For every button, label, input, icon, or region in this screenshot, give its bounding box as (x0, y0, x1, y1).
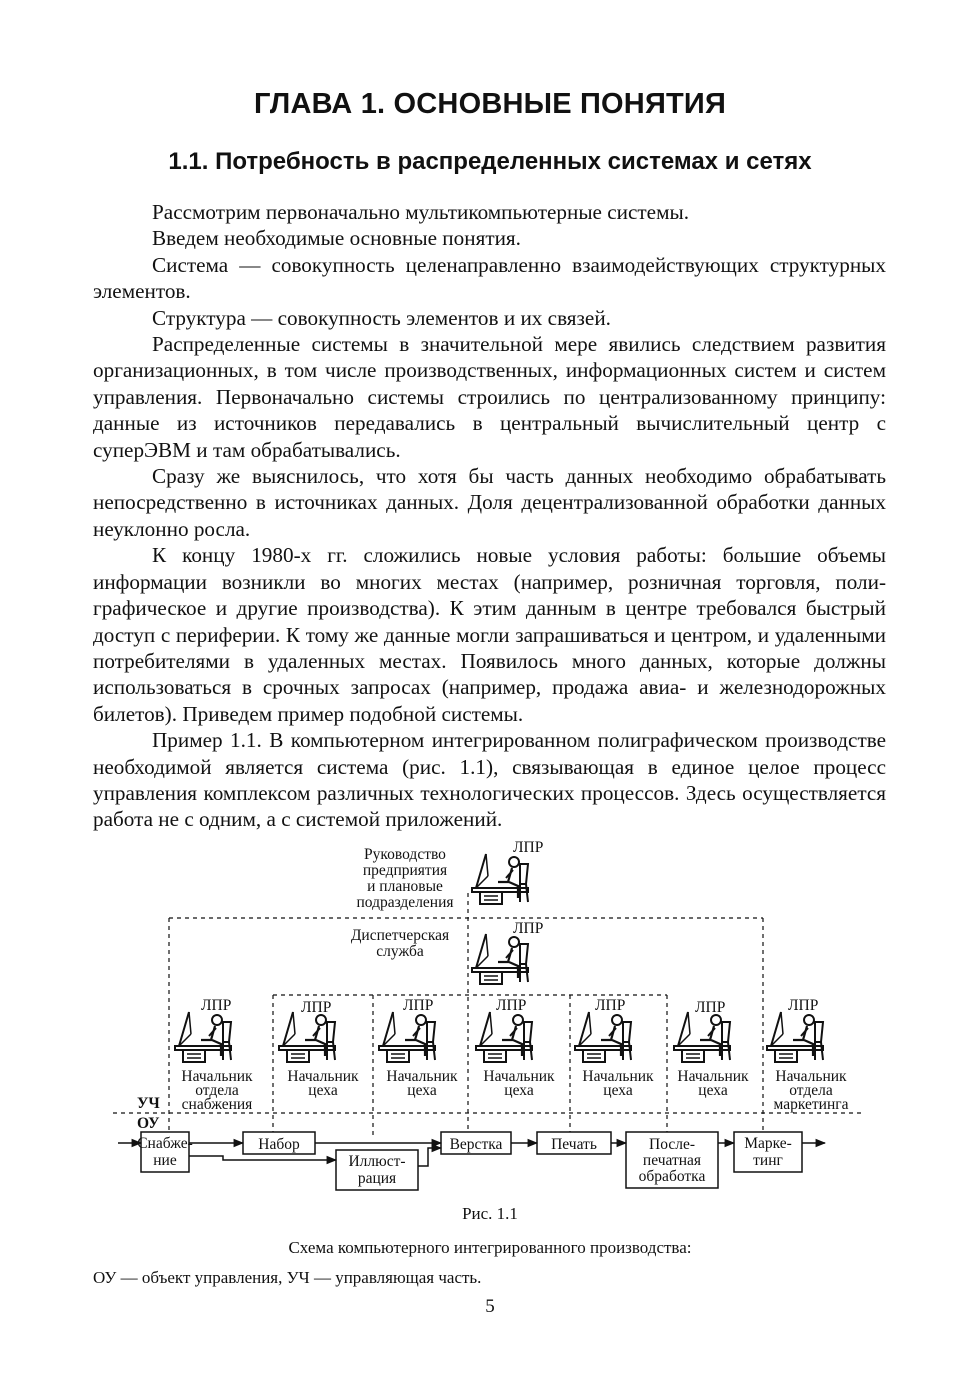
lpr-person-icon (472, 854, 528, 904)
lpr-person-icon (472, 934, 528, 984)
section-title: 1.1. Потребность в распределенных системах и сетях (168, 148, 812, 175)
lpr-label: ЛПР (513, 839, 544, 856)
page-number: 5 (485, 1296, 495, 1317)
manager-label: отдела (789, 1082, 833, 1099)
manager-label: снабжения (181, 1096, 253, 1113)
lpr-label: ЛПР (496, 997, 527, 1014)
manager-label: цеха (504, 1082, 534, 1099)
manager-label: Начальник (582, 1068, 654, 1085)
dispatch-label-line: служба (376, 943, 424, 960)
lpr-label: ЛПР (513, 920, 544, 937)
process-marketing: тинг (753, 1152, 783, 1169)
paragraph: Распределенные системы в значительной мере явились следствием развития организационных, в том числе производственных, информационных систем и систем управления. Первоначально системы строились по централизованному принципу: данные из источников передавались в центральный вычислительный центр с суперЭВМ и там обрабатывались. (93, 332, 886, 462)
process-supply: ние (153, 1152, 177, 1169)
lpr-person-icon (175, 1012, 231, 1062)
manager-label: Начальник (287, 1068, 359, 1085)
dispatch-service (351, 920, 543, 984)
lpr-label: ЛПР (595, 997, 626, 1014)
figure-label: Рис. 1.1 (462, 1204, 518, 1223)
lpr-person-icon (379, 1012, 435, 1062)
lpr-person-icon (674, 1012, 730, 1062)
manager-label: отдела (195, 1082, 239, 1099)
lpr-label: ЛПР (403, 997, 434, 1014)
lpr-person-icon (767, 1012, 823, 1062)
managers-row (175, 997, 849, 1113)
process-typeset: Набор (258, 1136, 300, 1153)
lpr-person-icon (279, 1012, 335, 1062)
manager-label: цеха (407, 1082, 437, 1099)
process-marketing: Марке- (744, 1135, 792, 1152)
manager-label: цеха (698, 1082, 728, 1099)
manager-label: Начальник (775, 1068, 847, 1085)
process-printing: Печать (551, 1136, 597, 1153)
lpr-label: ЛПР (301, 999, 332, 1016)
paragraph: Система — совокупность целенаправленно взаимодействующих структурных элементов. (93, 252, 886, 304)
paragraph: Структура — совокупность элементов и их связей. (152, 305, 611, 330)
manager-label: цеха (308, 1082, 338, 1099)
lpr-label: ЛПР (788, 997, 819, 1014)
figure-1-1 (113, 838, 863, 1193)
manager-label: цеха (603, 1082, 633, 1099)
lpr-person-icon (476, 1012, 532, 1062)
process-post-print: печатная (642, 1152, 702, 1169)
paragraph: Рассмотрим первоначально мультикомпьютерные системы. (152, 200, 690, 224)
lpr-person-icon (575, 1012, 631, 1062)
uch-label: УЧ (137, 1095, 160, 1112)
top-label-line: подразделения (356, 894, 454, 911)
paragraph: Пример 1.1. В компьютерном интегрированном полиграфическом производстве необходимой является система (рис. 1.1), связывающая в единое целое процесс управления комплексом различных технологических процессов. Здесь осуществляется работа не с одним, а с системой приложений. (93, 728, 886, 832)
integrated-production-diagram (113, 838, 863, 1193)
process-illustration: Иллюст- (348, 1153, 406, 1170)
ou-label: ОУ (137, 1115, 160, 1132)
figure-legend: ОУ — объект управления, УЧ — управляющая часть. (93, 1268, 482, 1287)
process-layout: Верстка (449, 1136, 503, 1153)
chapter-title: ГЛАВА 1. ОСНОВНЫЕ ПОНЯТИЯ (253, 88, 727, 120)
process-illustration: рация (357, 1170, 397, 1187)
lpr-label: ЛПР (695, 999, 726, 1016)
manager-label: Начальник (483, 1068, 555, 1085)
paragraph: Сразу же выяснилось, что хотя бы часть данных необходимо обрабатывать непосредственно в источниках данных. Доля децентрализованной обработки данных неуклонно росла. (93, 464, 886, 541)
paragraph: Введем необходимые основные понятия. (152, 226, 521, 251)
manager-label: Начальник (386, 1068, 458, 1085)
manager-label: Начальник (677, 1068, 749, 1085)
manager-label: Начальник (181, 1068, 253, 1085)
process-supply: Снабже- (137, 1135, 193, 1152)
lpr-label: ЛПР (201, 997, 232, 1014)
top-label-line: Руководство (364, 846, 446, 863)
process-post-print: обработка (638, 1168, 706, 1185)
body-text (93, 199, 886, 833)
top-management (356, 839, 543, 911)
figure-caption: Схема компьютерного интегрированного производства: (288, 1238, 692, 1257)
dispatch-label-line: Диспетчерская (350, 927, 450, 944)
manager-label: маркетинга (773, 1096, 849, 1113)
process-post-print: После- (649, 1136, 695, 1153)
top-label-line: предприятия (362, 862, 448, 879)
top-label-line: и плановые (367, 878, 443, 895)
paragraph: К концу 1980-х гг. сложились новые условия работы: большие объемы информации возникли во многих местах (например, розничная торговля, полиграфическое и другие производства). К этим данным в центре требовался быстрый доступ с периферии. К тому же данные могли запрашиваться и центром, и удаленными потребителями в удаленных местах. Появилось много данных, которые должны использоваться в срочных запросах (например, продажа авиа- и железнодорожных билетов). Приведем пример подобной системы. (93, 543, 886, 726)
